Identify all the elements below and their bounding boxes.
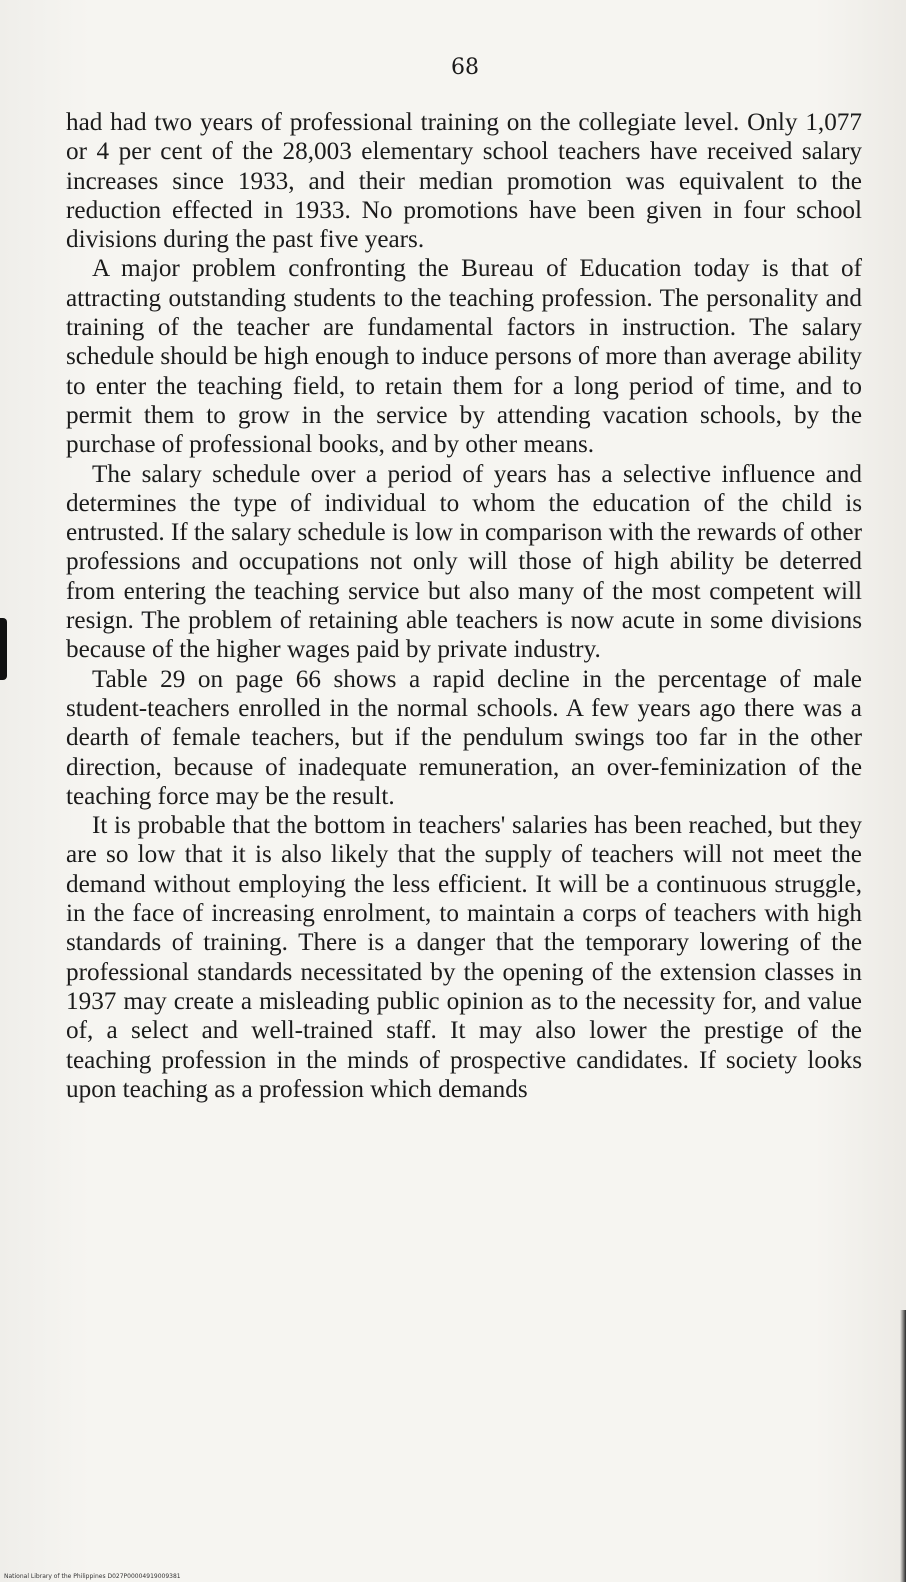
paragraph: It is probable that the bottom in teachers' salaries has been reached, but they are so low that it is also likely that the supply of teachers will not meet the demand without employing the less efficient. It will be a continuous struggle, in the face of increasing enrolment, to maintain a corps of teachers with high standards of training. There is a danger that the temporary lowering of the professional standards necessitated by the opening of the extension classes in 1937 may create a misleading public opinion as to the necessity for, and value of, a select and well-trained staff. It may also lower the prestige of the teaching profession in the minds of prospective candidates. If society looks upon teaching as a profession which demands	[66, 812, 862, 1103]
paragraph-continued: had had two years of professional training on the collegiate level. Only 1,077 or 4 per cent of the 28,003 elementary school teachers have received salary increases since 1933, and their median promotion was equivalent to the reduction effected in 1933. No promotions have been given in four school divisions during the past five years.	[66, 109, 862, 254]
paragraph: The salary schedule over a period of years has a selective influence and determines the type of individual to whom the education of the child is entrusted. If the salary schedule is low in comparison with the rewards of other professions and occupations not only will those of high ability be deterred from entering the teaching service but also many of the most competent will resign. The problem of retaining able teachers is now acute in some divisions because of the higher wages paid by private industry.	[66, 460, 862, 664]
paragraph: Table 29 on page 66 shows a rapid decline in the percentage of male student-teachers enrolled in the normal schools. A few years ago there was a dearth of female teachers, but if the pendulum swings too far in the other direction, because of inadequate remuneration, an over-feminization of the teaching force may be the result.	[66, 665, 862, 810]
paragraph: A major problem confronting the Bureau of Education today is that of attracting outstanding students to the teaching profession. The personality and training of the teacher are fundamental factors in instruction. The salary schedule should be high enough to induce persons of more than average ability to enter the teaching field, to retain them for a long period of time, and to permit them to grow in the service by attending vacation schools, by the purchase of professional books, and by other means.	[66, 255, 862, 459]
archive-credit: National Library of the Philippines D027P00004919009381	[4, 1573, 181, 1580]
page-number: 68	[451, 55, 479, 80]
page-edge-shadow	[900, 1310, 906, 1582]
body-text	[66, 108, 862, 1104]
binding-mark	[0, 618, 7, 680]
